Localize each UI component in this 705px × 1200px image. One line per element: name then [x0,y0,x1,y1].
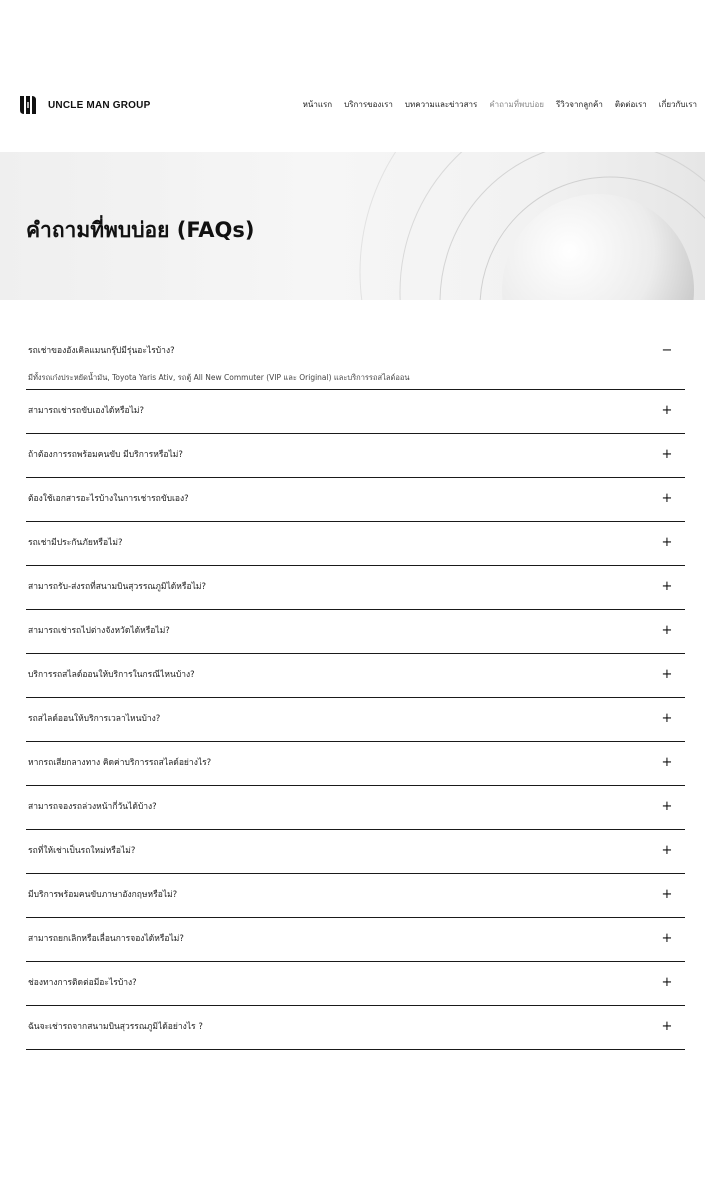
faq-item[interactable] [26,874,685,918]
faq-item[interactable] [26,962,685,1006]
faq-item[interactable] [26,434,685,478]
expand-icon[interactable]: + [661,755,673,770]
faq-question[interactable]: ฉันจะเช่ารถจากสนามบินสุวรรณภูมิได้อย่างไร ? [28,1022,203,1032]
nav-item-reviews[interactable]: รีวิวจากลูกค้า [555,100,603,109]
expand-icon[interactable]: + [661,975,673,990]
logo-text: UNCLE MAN GROUP [48,99,151,111]
logo-icon [18,94,38,116]
collapse-icon[interactable]: − [661,343,673,358]
faq-list [26,336,685,1050]
faq-question[interactable]: บริการรถสไลด์ออนให้บริการในกรณีไหนบ้าง? [28,670,195,680]
nav-item-about[interactable]: เกี่ยวกับเรา [658,100,697,109]
page-title: คำถามที่พบบ่อย (FAQs) [26,218,255,242]
faq-question[interactable]: สามารถเช่ารถขับเองได้หรือไม่? [28,406,145,416]
expand-icon[interactable]: + [661,667,673,682]
nav-item-services[interactable]: บริการของเรา [344,100,393,109]
faq-item[interactable] [26,654,685,698]
expand-icon[interactable]: + [661,711,673,726]
faq-question[interactable]: มีบริการพร้อมคนขับภาษาอังกฤษหรือไม่? [28,890,178,900]
faq-item[interactable] [26,390,685,434]
nav-item-home[interactable]: หน้าแรก [302,100,333,109]
faq-question[interactable]: รถเช่ามีประกันภัยหรือไม่? [28,538,123,548]
faq-question[interactable]: รถสไลด์ออนให้บริการเวลาไหนบ้าง? [28,714,161,724]
expand-icon[interactable]: + [661,887,673,902]
expand-icon[interactable]: + [661,535,673,550]
expand-icon[interactable]: + [661,1019,673,1034]
expand-icon[interactable]: + [661,491,673,506]
expand-icon[interactable]: + [661,799,673,814]
faq-question[interactable]: ต้องใช้เอกสารอะไรบ้างในการเช่ารถขับเอง? [28,494,189,504]
main-nav [303,98,697,111]
expand-icon[interactable]: + [661,843,673,858]
nav-item-contact[interactable]: ติดต่อเรา [614,100,647,109]
faq-item[interactable] [26,786,685,830]
faq-item[interactable] [26,918,685,962]
faq-item[interactable] [26,522,685,566]
faq-question[interactable]: หากรถเสียกลางทาง คิดค่าบริการรถสไลด์อย่างไร? [28,758,212,768]
faq-item[interactable] [26,566,685,610]
faq-item[interactable] [26,478,685,522]
hero-banner [0,152,705,300]
faq-question[interactable]: รถเช่าของอังเคิลแมนกรุ๊ปมีรุ่นอะไรบ้าง? [28,346,175,356]
faq-item[interactable] [26,698,685,742]
faq-item[interactable] [26,830,685,874]
faq-question[interactable]: สามารถจองรถล่วงหน้ากี่วันได้บ้าง? [28,802,157,812]
expand-icon[interactable]: + [661,579,673,594]
faq-item[interactable] [26,742,685,786]
faq-question[interactable]: สามารถยกเลิกหรือเลื่อนการจองได้หรือไม่? [28,934,184,944]
expand-icon[interactable]: + [661,931,673,946]
nav-item-faq[interactable]: คำถามที่พบบ่อย [489,100,544,109]
faq-item[interactable] [26,610,685,654]
logo[interactable] [18,94,150,116]
faq-question[interactable]: รถที่ให้เช่าเป็นรถใหม่หรือไม่? [28,846,136,856]
faq-item[interactable] [26,336,685,390]
site-header [0,86,705,124]
expand-icon[interactable]: + [661,447,673,462]
faq-question[interactable]: ถ้าต้องการรถพร้อมคนขับ มีบริการหรือไม่? [28,450,183,460]
nav-item-articles[interactable]: บทความและข่าวสาร [404,100,478,109]
expand-icon[interactable]: + [661,623,673,638]
faq-item[interactable] [26,1006,685,1050]
faq-question[interactable]: สามารถเช่ารถไปต่างจังหวัดได้หรือไม่? [28,626,170,636]
faq-answer: มีทั้งรถเก๋งประหยัดน้ำมัน, Toyota Yaris Ativ, รถตู้ All New Commuter (VIP และ Original) และบริการรถสไลด์ออน [28,373,410,382]
expand-icon[interactable]: + [661,403,673,418]
faq-question[interactable]: สามารถรับ-ส่งรถที่สนามบินสุวรรณภูมิได้หรือไม่? [28,582,206,592]
faq-question[interactable]: ช่องทางการติดต่อมีอะไรบ้าง? [28,978,137,988]
